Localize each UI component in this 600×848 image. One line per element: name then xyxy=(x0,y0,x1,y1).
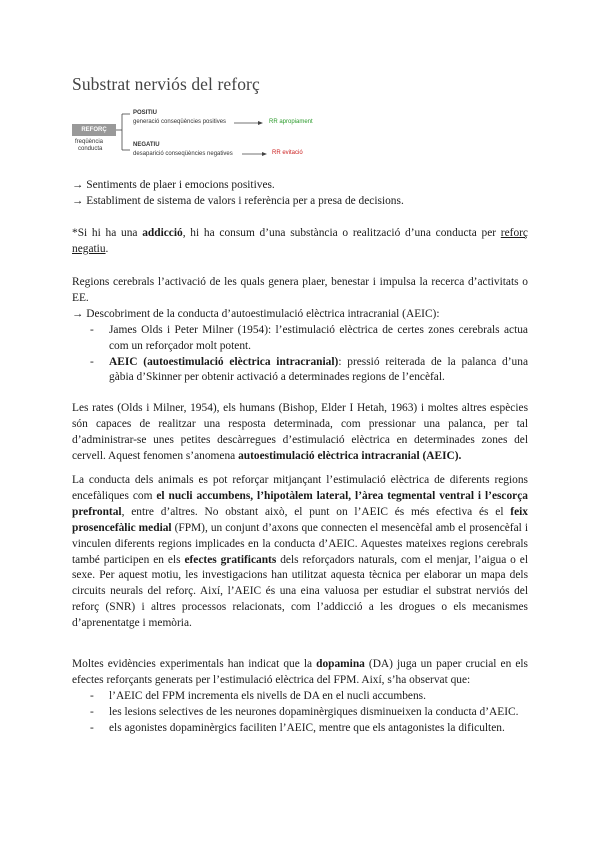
positive-result: RR apropiament xyxy=(269,119,313,125)
positive-title: POSITIU xyxy=(133,110,158,116)
arrow-line-2: → Establiment de sistema de valors i referència per a presa de decisions. xyxy=(72,194,404,207)
dopamine-text-c: (DA) juga un paper crucial en els efectes reforçants generats per l’estimulació elèctrica del FPM. Així, s’ha observat que: xyxy=(72,658,528,686)
rats-paragraph xyxy=(72,401,528,465)
list-item: - James Olds i Peter Milner (1954): l’estimulació elèctrica de certes zones cerebrals actua com un reforçador molt potent. xyxy=(90,323,528,352)
negative-result: RR evitació xyxy=(272,150,303,156)
conduct-label: conducta xyxy=(78,146,103,152)
note-text-c: , hi ha consum d’una substància o realització d’una conducta per xyxy=(182,227,501,239)
list-item-text: James Olds i Peter Milner (1954): l’estimulació elèctrica de certes zones cerebrals actua com un reforçador molt potent. xyxy=(109,323,528,352)
reforc-box: REFORÇ xyxy=(72,124,116,136)
regions-section xyxy=(72,275,528,386)
note-bold-addiccio: addicció xyxy=(142,227,183,239)
list-item-text: l’AEIC del FPM incrementa els nivells de DA en el nucli accumbens. xyxy=(109,689,426,702)
note-text-a: *Si hi ha una xyxy=(72,227,143,239)
list-item: - els agonistes dopaminèrgics faciliten l’AEIC, mentre que els antagonistes la dificulten. xyxy=(90,721,505,734)
regions-arrow-line: → Descobriment de la conducta d’autoestimulació elèctrica intracranial (AEIC): xyxy=(72,307,440,320)
list-item-bold: AEIC (autoestimulació elèctrica intracranial) xyxy=(109,355,339,368)
dopamine-paragraph xyxy=(72,657,528,689)
arrow-list xyxy=(72,178,528,210)
conduct-bold-effects: efectes gratificants xyxy=(184,553,277,566)
conduct-bold-regions: el nucli accumbens, l’hipotàlem lateral, l’àrea tegmental ventral i l’escorça prefrontal xyxy=(72,489,528,518)
conduct-text-c: , entre d’altres. No obstant això, el punt on l’AEIC és més efectiva és el xyxy=(121,505,511,518)
frequency-label: freqüència xyxy=(75,139,104,145)
list-item: - AEIC (autoestimulació elèctrica intracranial): pressió reiterada de la palanca d’una gàbia d’Skinner per obtenir activació a determinades regions de l’encèfal. xyxy=(90,355,528,384)
page-title: Substrat nerviós del reforç xyxy=(72,74,260,94)
rats-text: Les rates (Olds i Milner, 1954), els humans (Bishop, Elder I Hetah, 1963) i moltes altres espècies són capaces de realitzar una resposta determinada, com pressionar una palanca, per tal d’administrar-se unes petites descàrregues d’estimulació elèctrica en determinades zones del cervell. Aquest fenomen s’anomena xyxy=(72,402,528,462)
dopamine-section xyxy=(72,657,528,737)
list-item-text: : pressió reiterada de la palanca d’una gàbia d’Skinner per obtenir activació a determinades regions de l’encèfal. xyxy=(109,355,528,384)
dopamine-bold: dopamina xyxy=(316,658,365,670)
dopamine-text-a: Moltes evidències experimentals han indicat que la xyxy=(72,658,317,670)
conduct-text-g: dels reforçadors naturals, com el menjar, l’aigua o el sexe. Per aquest motiu, les investigacions han utilitzat aquesta tècnica per elaborar un mapa dels circuits neurals del reforç. Així, l’AEIC és una eina valuosa per estudiar el substrat nerviós del reforç (SNR) i altres processos relacionats, com l’addicció a les drogues o els mecanismes d’aprenentatge i memòria. xyxy=(72,553,529,630)
regions-paragraph: Regions cerebrals l’activació de les quals genera plaer, benestar i impulsa la recerca d’activitats o EE. xyxy=(72,276,528,304)
list-item: - les lesions selectives de les neurones dopaminèrgiques disminueixen la conducta d’AEIC. xyxy=(90,705,519,718)
conduct-text-a: La conducta dels animals es pot reforçar mitjançant l’estimulació elèctrica de diferents regions encefàliques com xyxy=(72,474,528,502)
negative-title: NEGATIU xyxy=(133,142,160,148)
list-item: - l’AEIC del FPM incrementa els nivells de DA en el nucli accumbens. xyxy=(90,689,426,702)
positive-desc: generació conseqüències positives xyxy=(133,119,227,125)
addiction-note xyxy=(72,226,528,258)
negative-desc: desaparició conseqüències negatives xyxy=(133,151,233,157)
list-item-text: les lesions selectives de les neurones dopaminèrgiques disminueixen la conducta d’AEIC. xyxy=(109,705,519,718)
conduct-paragraph xyxy=(72,473,528,632)
conduct-bold-fpm: feix prosencefàlic medial xyxy=(72,505,528,534)
rats-bold: autoestimulació elèctrica intracranial (AEIC). xyxy=(238,449,462,462)
arrow-line-1: → Sentiments de plaer i emocions positives. xyxy=(72,179,275,191)
note-underlined-reforc-negatiu: reforç negatiu xyxy=(72,227,528,255)
list-item-text: els agonistes dopaminèrgics faciliten l’AEIC, mentre que els antagonistes la dificulten. xyxy=(109,721,505,734)
reinforcement-diagram xyxy=(72,106,372,164)
note-text-e: . xyxy=(105,242,109,255)
conduct-text-e: (FPM), un conjunt d’axons que connecten el mesencèfal amb el prosencèfal i vinculen diferents regions implicades en la conducta d’AEIC. Aquestes mateixes regions cerebrals també participen en els xyxy=(72,521,528,566)
